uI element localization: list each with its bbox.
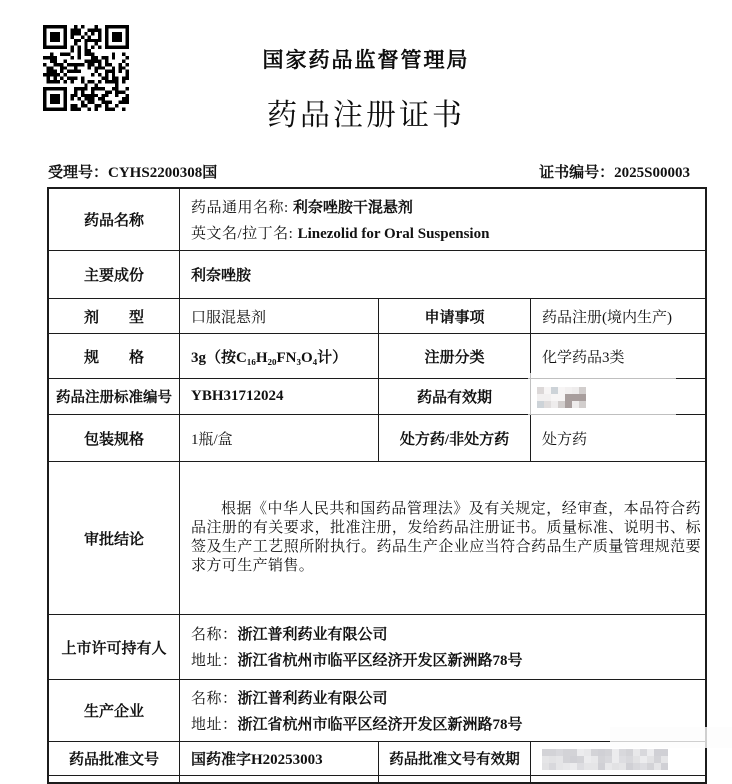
table-row-partial: [49, 776, 705, 782]
rx-otc-label: 处方药/非处方药: [379, 415, 531, 462]
main-ingredient-value: 利奈唑胺: [180, 251, 705, 299]
acceptance-number: [48, 161, 217, 182]
registration-category-value: 化学药品3类: [531, 334, 705, 379]
certificate-number-value: 2025S00003: [614, 165, 690, 181]
specification-label: 规 格: [49, 334, 180, 379]
approval-no-value: 国药准字H20253003: [180, 742, 379, 776]
reference-numbers: [48, 161, 690, 182]
english-name-label: 英文名/拉丁名:: [191, 226, 298, 242]
package-spec-value: 1瓶/盒: [180, 415, 379, 462]
specification-value: 3g（按C₁₆H₂₀FN₃O₄计）: [180, 334, 379, 379]
table-row-drug-name: [49, 189, 705, 251]
standard-no-label: 药品注册标准编号: [49, 379, 180, 415]
partial-cell: [180, 776, 379, 782]
mah-name-label: 名称：: [191, 627, 238, 643]
drug-name-label: 药品名称: [49, 189, 180, 251]
approval-no-validity-label: 药品批准文号有效期: [379, 742, 531, 776]
partial-cell: [49, 776, 180, 782]
manufacturer-label: 生产企业: [49, 680, 180, 742]
generic-name-label: 药品通用名称:: [191, 200, 293, 216]
registration-category-label: 注册分类: [379, 334, 531, 379]
dosage-form-value: 口服混悬剂: [180, 299, 379, 334]
acceptance-number-value: CYHS2200308国: [108, 165, 218, 181]
rx-otc-value: 处方药: [531, 415, 705, 462]
manufacturer-name-value: 浙江普利药业有限公司: [237, 691, 388, 707]
application-item-label: 申请事项: [379, 299, 531, 334]
drug-validity-label: 药品有效期: [379, 379, 531, 415]
partial-cell: [531, 776, 705, 782]
manufacturer-address-label: 地址：: [191, 717, 238, 733]
english-name-value: Linezolid for Oral Suspension: [297, 226, 490, 242]
mah-name-value: 浙江普利药业有限公司: [237, 627, 388, 643]
drug-name-value-cell: [180, 189, 705, 251]
manufacturer-name-label: 名称：: [191, 691, 238, 707]
redaction-mosaic-drug-validity: [537, 387, 586, 408]
approval-conclusion-label: 审批结论: [49, 462, 180, 615]
mah-address-label: 地址：: [191, 653, 238, 669]
approval-conclusion-text-cell: [180, 462, 705, 615]
redaction-mosaic-approval-validity: [542, 749, 668, 770]
certificate-number: [539, 161, 690, 182]
approval-conclusion-text: 根据《中华人民共和国药品管理法》及有关规定，经审查，本品符合药品注册的有关要求，批准注册，发给药品注册证书。质量标准、说明书、标签及生产工艺照所附执行。药品生产企业应当符合药品生产质量管理规范要求方可生产销售。: [191, 501, 701, 574]
generic-name-value: 利奈唑胺干混悬剂: [292, 200, 413, 216]
approval-no-label: 药品批准文号: [49, 742, 180, 776]
table-row-mah: [49, 615, 705, 680]
application-item-value: 药品注册(境内生产): [531, 299, 705, 334]
main-ingredient-label: 主要成份: [49, 251, 180, 299]
table-row-dosage-form: [49, 299, 705, 334]
acceptance-number-label: 受理号：: [48, 165, 109, 181]
package-spec-label: 包装规格: [49, 415, 180, 462]
table-row-package-spec: [49, 415, 705, 462]
certificate-table: [47, 187, 707, 784]
dosage-form-label: 剂 型: [49, 299, 180, 334]
document-title: 药品注册证书: [267, 99, 465, 132]
table-row-main-ingredient: [49, 251, 705, 299]
redaction-whiteout-approval-validity: [610, 727, 732, 748]
mah-label: 上市许可持有人: [49, 615, 180, 680]
standard-no-value: YBH31712024: [180, 379, 379, 415]
partial-cell: [379, 776, 531, 782]
mah-value-cell: [180, 615, 705, 680]
manufacturer-address-value: 浙江省杭州市临平区经济开发区新洲路78号: [237, 717, 523, 733]
table-row-manufacturer: [49, 680, 705, 742]
table-row-approval-conclusion: [49, 462, 705, 615]
mah-address-value: 浙江省杭州市临平区经济开发区新洲路78号: [237, 653, 523, 669]
certificate-number-label: 证书编号：: [539, 165, 615, 181]
issuing-agency-title: 国家药品监督管理局: [262, 49, 470, 72]
